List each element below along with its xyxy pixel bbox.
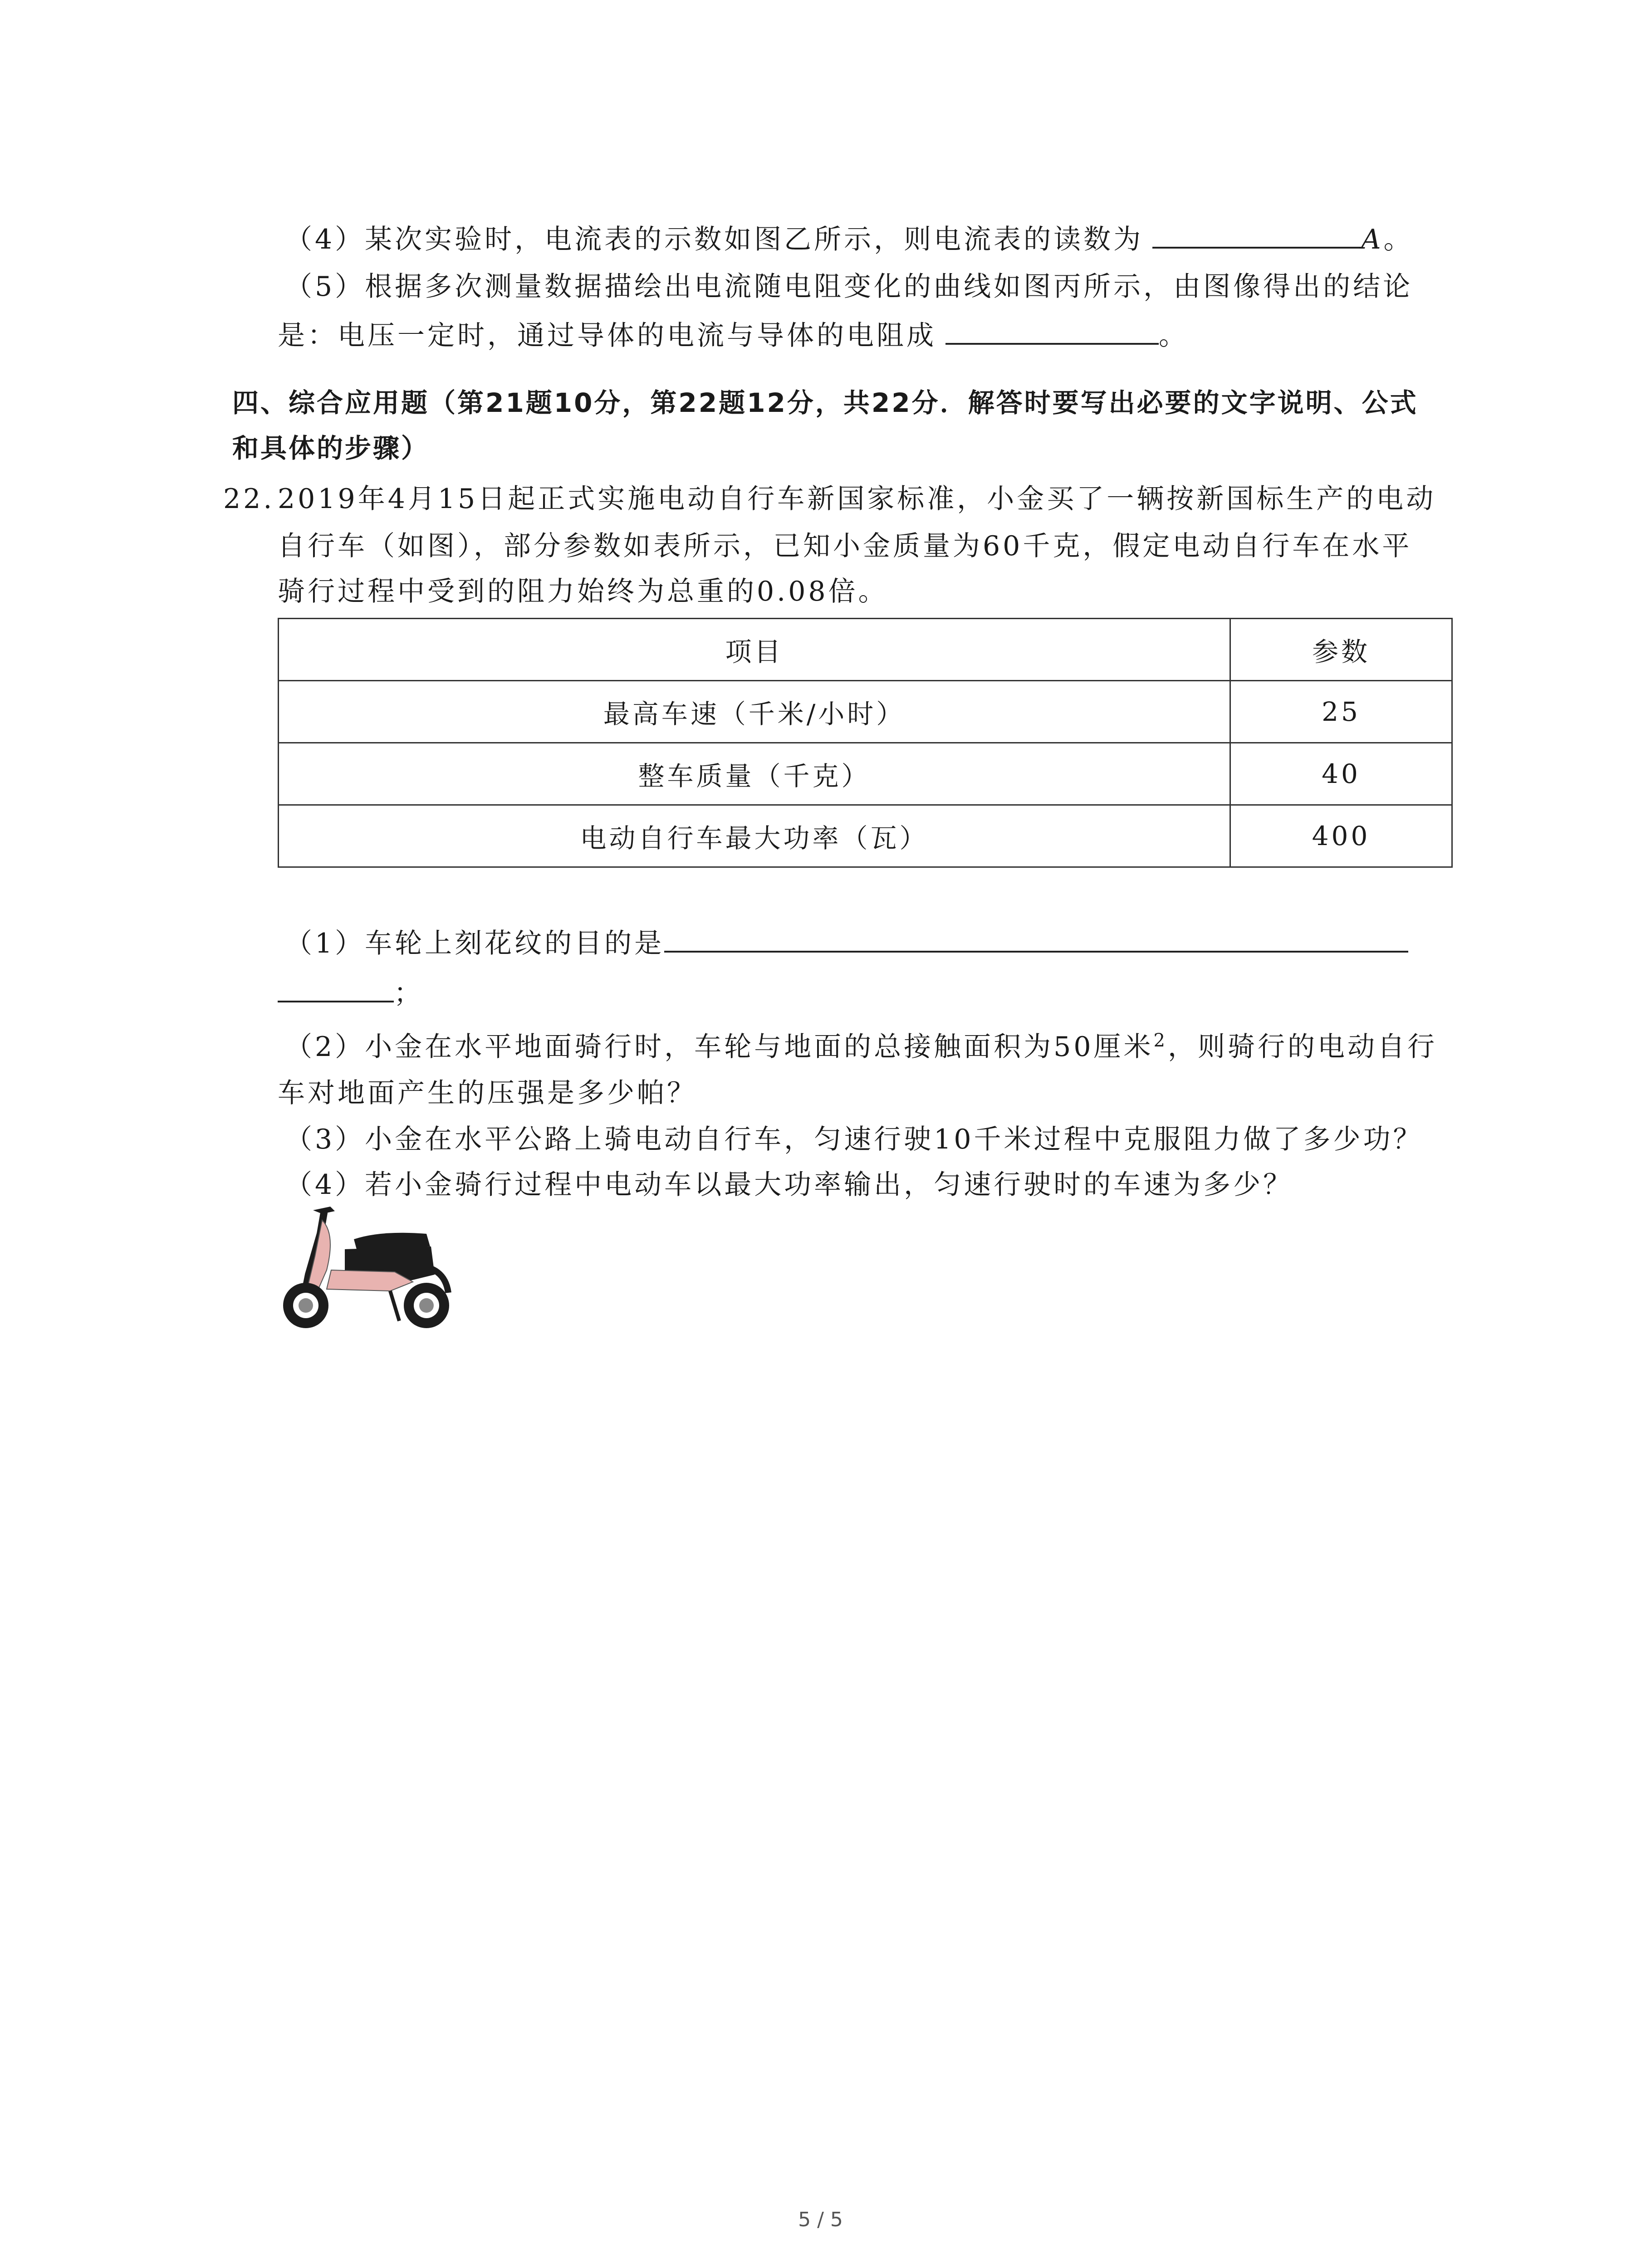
q22-sub2-line1: （2）小金在水平地面骑行时，车轮与地面的总接触面积为50厘米$^2$，则骑行的电动自行 [285,1030,1437,1063]
table-row [279,805,1452,867]
answer-blank[interactable] [945,338,1159,345]
q21-part5-line2: 是：电压一定时，通过导体的电流与导体的电阻成 。 [278,320,1189,352]
parameter-table [278,618,1453,868]
unit-label: A [1361,224,1384,255]
table-row [279,743,1452,805]
q22-stem-line1: 2019年4月15日起正式实施电动自行车新国家标准，小金买了一辆按新国标生产的电动 [278,483,1436,515]
table-header-row [279,619,1452,681]
q21-part5-line1: （5）根据多次测量数据描绘出电流随电阻变化的曲线如图丙所示，由图像得出的结论 [285,271,1413,303]
table-cell: 40 [1230,743,1452,805]
table-header: 参数 [1230,619,1452,681]
q22-sub1: （1）车轮上刻花纹的目的是 [285,925,1408,962]
question-number: 22. [223,483,275,515]
table-row [279,681,1452,743]
table-cell: 整车质量（千克） [279,743,1230,805]
table-cell: 最高车速（千米/小时） [279,681,1230,743]
table-cell: 400 [1230,805,1452,867]
section-heading-line1: 四、综合应用题（第21题10分，第22题12分，共22分．解答时要写出必要的文字说明、公式 [232,387,1418,418]
answer-blank[interactable] [664,946,1408,953]
q22-sub3: （3）小金在水平公路上骑电动自行车，匀速行驶10千米过程中克服阻力做了多少功？ [285,1124,1423,1155]
q22-stem-line3: 骑行过程中受到的阻力始终为总重的0.08倍。 [278,576,888,607]
electric-scooter-image [277,1202,458,1338]
q22-sub2-line2: 车对地面产生的压强是多少帕？ [278,1077,697,1109]
table-cell: 25 [1230,681,1452,743]
table-cell: 电动自行车最大功率（瓦） [279,805,1230,867]
q21-part4-text: （4）某次实验时，电流表的示数如图乙所示，则电流表的读数为 [285,224,1144,255]
answer-blank[interactable] [1152,242,1361,249]
answer-blank[interactable] [278,996,394,1002]
q22-sub4: （4）若小金骑行过程中电动车以最大功率输出，匀速行驶时的车速为多少？ [285,1169,1293,1201]
q22-sub1-continued: ； [278,975,424,1012]
table-header: 项目 [279,619,1230,681]
q21-part4: （4）某次实验时，电流表的示数如图乙所示，则电流表的读数为 A。 [285,224,1414,255]
q22-stem-line2: 自行车（如图），部分参数如表所示，已知小金质量为60千克，假定电动自行车在水平 [278,530,1412,562]
section-heading-line2: 和具体的步骤） [232,433,430,464]
page-number: 5 / 5 [798,2208,843,2231]
